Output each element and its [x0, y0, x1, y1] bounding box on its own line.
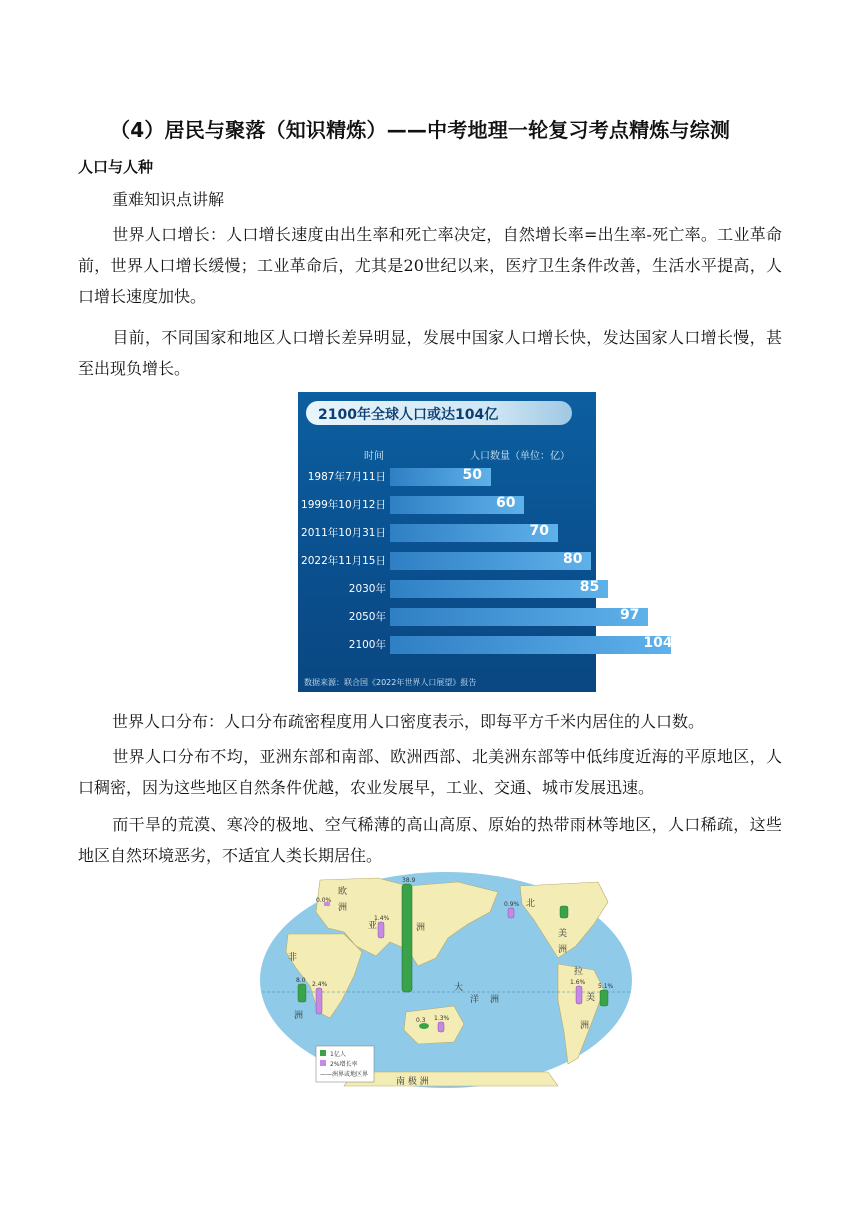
map-label: 洋: [470, 995, 480, 1005]
map-label: 洲: [416, 923, 426, 933]
world-population-map: [258, 872, 634, 1086]
map-value-label: 1.6%: [570, 979, 586, 986]
paragraph-dense-areas: 世界人口分布不均，亚洲东部和南部、欧洲西部、北美洲东部等中低纬度近海的平原地区，人口稠密，因为这些地区自然条件优越，农业发展早，工业、交通、城市发展迅速。: [78, 747, 782, 797]
australia-shape: [404, 1006, 464, 1044]
infographic-bar: [390, 608, 648, 626]
map-value-label: 0.9%: [504, 901, 520, 908]
infographic-bar: [390, 636, 671, 654]
legend-population-label: 1亿人: [330, 1051, 346, 1058]
paragraph-growth-difference: 目前，不同国家和地区人口增长差异明显，发展中国家人口增长快，发达国家人口增长慢，甚至出现负增长。: [78, 328, 782, 378]
legend-growth-swatch: [320, 1060, 326, 1066]
map-label: 大: [454, 983, 464, 993]
paragraph-distribution: 世界人口分布：人口分布疏密程度用人口密度表示，即每平方千米内居住的人口数。: [112, 712, 705, 731]
infographic-value-header: 人口数量（单位：亿）: [470, 451, 570, 462]
latin-america-population-bar: [600, 990, 608, 1006]
map-value-label: 1.4%: [374, 915, 390, 922]
document-title: （4）居民与聚落（知识精炼）——中考地理一轮复习考点精炼与综测: [110, 118, 731, 142]
infographic-value: 60: [496, 495, 516, 511]
map-label: 洲: [294, 1011, 304, 1021]
map-label: 美: [586, 993, 596, 1003]
legend-population-swatch: [320, 1050, 326, 1056]
map-label: 洲: [338, 903, 348, 913]
map-label: 洲: [580, 1021, 590, 1031]
map-value-label: 1.3%: [434, 1015, 450, 1022]
infographic-value: 97: [619, 607, 640, 623]
infographic-value: 104: [643, 635, 673, 651]
map-label: 北: [526, 899, 536, 909]
africa-population-bar: [298, 984, 306, 1002]
map-value-label: 5.1%: [598, 983, 614, 990]
map-value-label: 0.3: [416, 1017, 426, 1024]
map-label: 欧: [338, 887, 348, 897]
infographic-value: 80: [563, 551, 583, 567]
infographic-row: 2022年11月15日 80: [298, 550, 596, 572]
infographic-row: 2100年 104: [298, 634, 596, 656]
infographic-bar: [390, 580, 608, 598]
infographic-bar: [390, 552, 591, 570]
oceania-growth-bar: [438, 1022, 444, 1032]
subheading: 重难知识点讲解: [112, 190, 225, 209]
africa-growth-bar: [316, 988, 322, 1014]
map-label: 南 极 洲: [396, 1077, 429, 1087]
legend-boundary-label: ——洲界或地区界: [320, 1071, 369, 1078]
map-label: 亚: [368, 921, 378, 931]
legend-growth-label: 2%增长率: [330, 1061, 358, 1068]
map-value-label: 38.9: [402, 877, 416, 884]
latin-america-growth-bar: [576, 986, 582, 1004]
infographic-value: 50: [462, 467, 482, 483]
map-value-label: 8.0: [296, 977, 306, 984]
infographic-row: 2011年10月31日 70: [298, 522, 596, 544]
population-infographic: [298, 392, 673, 692]
map-value-label: 0.0%: [316, 897, 332, 904]
infographic-value: 70: [529, 523, 549, 539]
paragraph-sparse-areas: 而干旱的荒漠、寒冷的极地、空气稀薄的高山高原、原始的热带雨林等地区，人口稀疏，这些地区自然环境恶劣，不适宜人类长期居住。: [78, 815, 782, 865]
north-america-growth-bar: [508, 908, 514, 918]
infographic-source: 数据来源：联合国《2022年世界人口展望》报告: [304, 678, 477, 687]
section-heading: 人口与人种: [78, 158, 154, 176]
infographic-row: 2030年 85: [298, 578, 596, 600]
map-label: 非: [288, 953, 298, 963]
infographic-banner: 2100年全球人口或达104亿: [306, 401, 572, 425]
asia-growth-bar: [378, 922, 384, 938]
infographic-row: 1987年7月11日 50: [298, 466, 596, 488]
asia-population-bar: [402, 884, 412, 992]
antarctica-shape: [344, 1072, 558, 1086]
paragraph-population-growth: 世界人口增长：人口增长速度由出生率和死亡率决定，自然增长率=出生率-死亡率。工业革命前，世界人口增长缓慢；工业革命后，尤其是20世纪以来，医疗卫生条件改善，生活水平提高，人口增长速度加快。: [78, 225, 782, 306]
map-label: 洲: [558, 945, 568, 955]
infographic-time-header: 时间: [364, 451, 384, 462]
infographic-row: 2050年 97: [298, 606, 596, 628]
map-label: 洲: [490, 995, 500, 1005]
north-america-population-bar: [560, 906, 568, 918]
map-label: 拉: [574, 967, 584, 977]
map-value-label: 2.4%: [312, 981, 328, 988]
map-label: 美: [558, 929, 568, 939]
infographic-row: 1999年10月12日 60: [298, 494, 596, 516]
infographic-value: 85: [579, 579, 600, 595]
